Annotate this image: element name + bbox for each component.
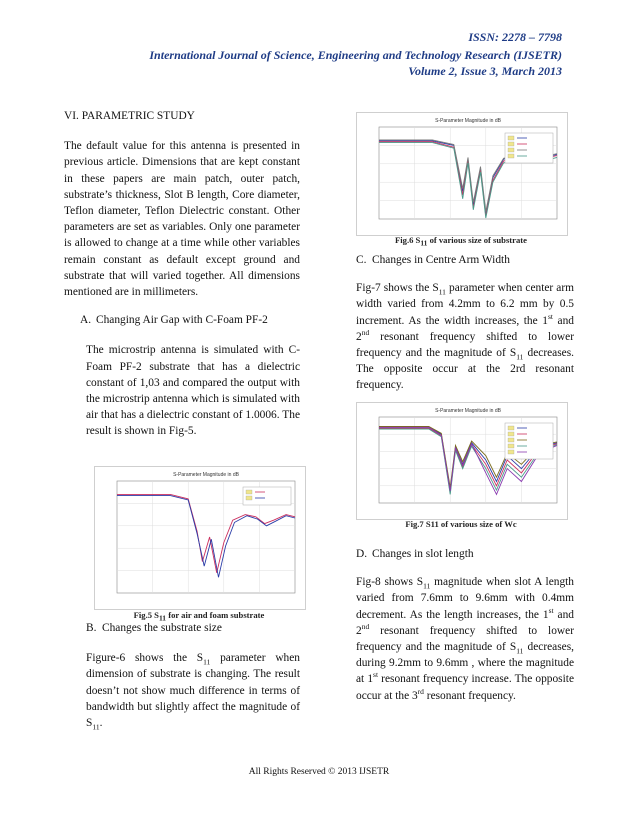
left-column [64,108,300,440]
paragraph-d [356,574,574,704]
fig5-series-line [117,496,295,578]
fig6-legend-swatch [508,142,514,146]
para-d-part1: Fig-8 shows S [356,576,424,589]
figure-5 [94,466,306,610]
fig7-legend-swatch [508,426,514,430]
intro-paragraph: The default value for this antenna is presented in previous article. Dimensions that are kept constant in these papers are main patch, outer patch, substrate’s thickness, Slot B length, Core diameter, Teflon diameter, Teflon Dielectric constant. Other parameters are set as variables. Only one parameter is allowed to change at a time while other variables remain constant as default except ground and substrate that will varied together. All dimensions mentioned are in millimeters. [64,140,300,299]
fig5-caption [94,610,304,623]
fig7-title: S-Parameter Magnitude in dB [435,408,501,414]
fig5-title: S-Parameter Magnitude in dB [173,472,239,478]
para-d-part3: and 2 [356,608,575,637]
figure-6 [356,112,568,236]
right-column-top [356,252,574,394]
subsection-a-label: A. [80,314,92,327]
subsection-a-title: Changing Air Gap with C-Foam PF-2 [96,314,268,327]
para-b-sub2: 11 [92,722,100,732]
subsection-d-title: Changes in slot length [372,548,474,560]
fig6-legend-swatch [508,136,514,140]
para-d-part7: resonant frequency. [423,689,516,702]
figure-7 [356,402,568,520]
subsection-c-label: C. [356,254,367,266]
para-d-sup2: nd [361,622,370,632]
fig7-chart [357,403,567,519]
fig7-caption: Fig.7 S11 of various size of Wc [405,519,517,529]
para-c-sup1: st [547,311,553,321]
subsection-c-title: Changes in Centre Arm Width [372,254,510,266]
fig6-title: S-Parameter Magnitude in dB [435,118,501,124]
volume-info: Volume 2, Issue 3, March 2013 [408,64,562,78]
para-c-part3: and 2 [356,314,574,343]
subsection-a-heading [64,312,300,328]
section-title: VI. PARAMETRIC STUDY [64,110,195,122]
fig5-legend-swatch [246,490,252,494]
fig6-legend-swatch [508,154,514,158]
para-c-part5: decreases. The opposite occur at the 2rd resonant frequency. [356,347,574,392]
footer: All Rights Reserved © 2013 IJSETR [248,767,390,777]
fig5-chart [95,467,305,609]
fig5-caption-sub: 11 [158,613,167,623]
para-d-part2: magnitude when slot A length varied from 7.6mm to 9.6mm with 0.4mm decrement. As the length increases, the 1 [356,576,574,621]
fig6-chart [357,113,567,235]
subsection-d-label: D. [356,548,368,560]
para-d-part4: resonant frequency shifted to lower frequency and the magnitude of S [356,624,574,654]
para-d-sub1: 11 [423,581,431,591]
para-d-part5: decreases, during 9.2mm to 9.6mm , where the magnitude at 1 [356,641,574,686]
subsection-d-heading [356,546,574,562]
para-b-sub1: 11 [203,657,211,667]
fig7-legend-swatch [508,444,514,448]
subsection-c-heading [356,252,574,268]
para-c-part1: Fig-7 shows the S [356,282,439,295]
paragraph-a: The microstrip antenna is simulated with C-Foam PF-2 substrate that has a dielectric constant of 1,03 and compared the output with the microstrip antenna which is simulated with air that has a dielectric constant of 1.0006. The result is shown in Fig-5. [86,344,300,438]
para-c-part4: resonant frequency shifted to lower frequency and the magnitude of S [356,330,574,360]
fig5-legend-swatch [246,496,252,500]
para-d-part6: resonant frequency increase. The opposite occur at the 3 [356,673,574,702]
fig7-legend-swatch [508,438,514,442]
para-c-sub2: 11 [516,352,524,362]
right-column-bottom [356,546,574,704]
fig7-legend-swatch [508,432,514,436]
left-column-bottom [86,620,300,731]
fig6-caption-sub: 11 [420,238,428,248]
fig6-caption-post: of various size of substrate [427,235,527,245]
fig7-legend-swatch [508,450,514,454]
para-c-part2: parameter when center arm width varied from 4.2mm to 6.2 mm by 0.5 increment. As the width increases, the 1 [356,282,574,327]
paragraph-b [86,650,300,731]
para-b-part3: . [99,717,103,730]
para-c-sub1: 11 [438,287,446,297]
issn: ISSN: 2278 – 7798 [468,30,562,44]
para-d-sup4: rd [417,686,424,696]
para-b-part2: parameter when dimension of substrate is changing. The result doesn’t not show much difference in terms of bandwidth but slightly affect the magnitude of S [86,652,300,730]
subsection-b-label: B. [86,622,97,634]
fig5-caption-post: for air and foam substrate [166,610,265,620]
para-d-sup3: st [373,670,379,680]
paragraph-c [356,280,574,393]
para-d-sub2: 11 [516,646,524,656]
fig6-caption-pre: Fig.6 S [395,235,421,245]
journal-title: International Journal of Science, Engineering and Technology Research (IJSETR) [149,48,562,62]
fig5-caption-pre: Fig.5 S [133,610,159,620]
subsection-b-title: Changes the substrate size [102,622,222,634]
subsection-b-heading [86,620,300,636]
para-c-sup2: nd [361,328,370,338]
para-b-part1: Figure-6 shows the S [86,652,204,665]
fig6-caption [356,235,566,248]
para-d-sup1: st [548,605,554,615]
fig6-legend-swatch [508,148,514,152]
